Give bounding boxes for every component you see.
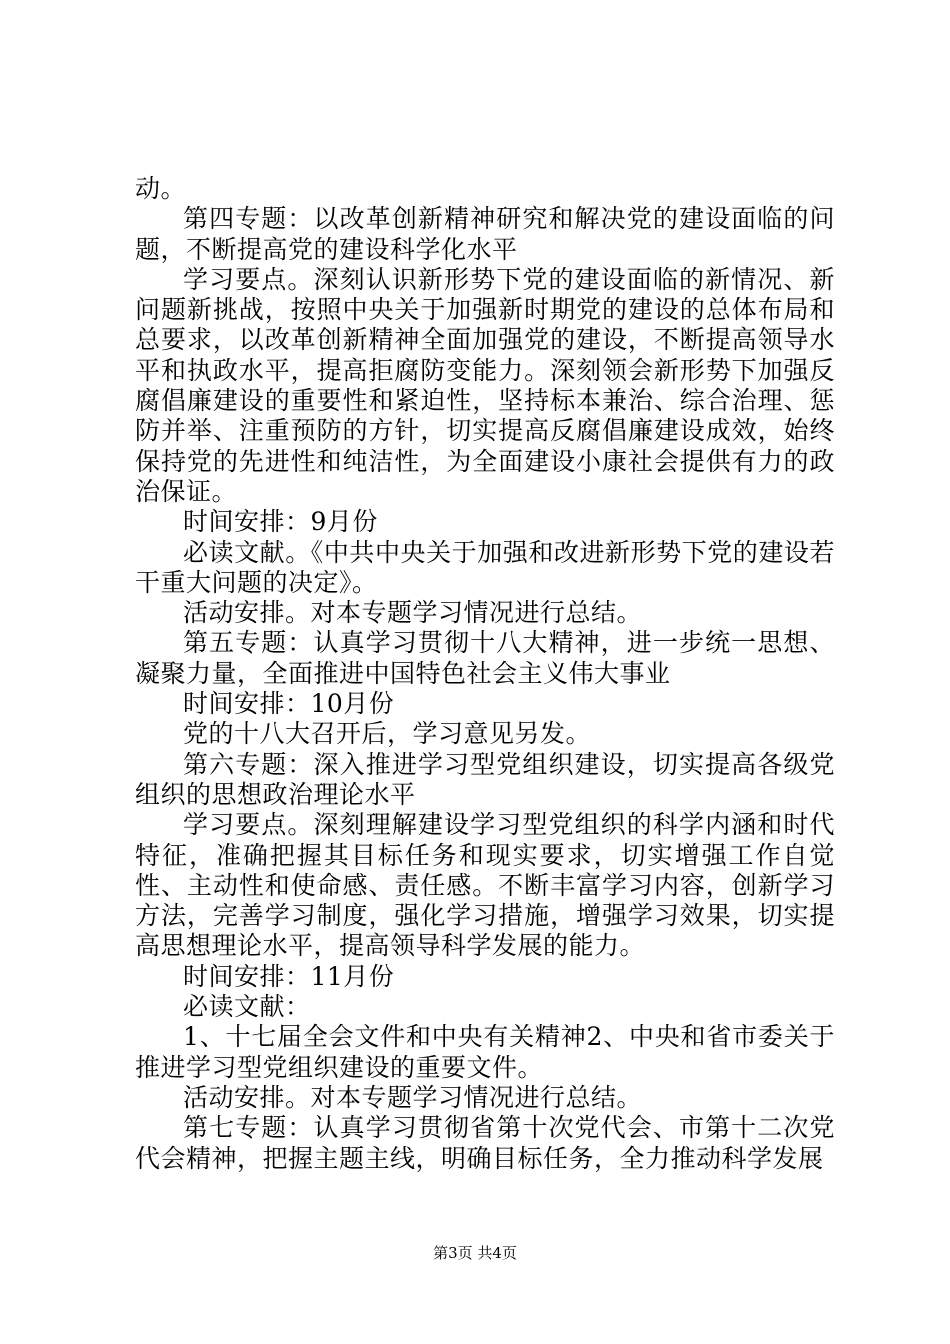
topic-6-heading: 第六专题：深入推进学习型党组织建设，切实提高各级党组织的思想政治理论水平 [135, 749, 835, 809]
topic-4-key-points: 学习要点。深刻认识新形势下党的建设面临的新情况、新问题新挑战，按照中央关于加强新时期党的建设的总体布局和总要求，以改革创新精神全面加强党的建设，不断提高领导水平和执政水平，提高拒腐防变能力。深刻领会新形势下加强反腐倡廉建设的重要性和紧迫性，坚持标本兼治、综合治理、惩防并举、注重预防的方针，切实提高反腐倡廉建设成效，始终保持党的先进性和纯洁性，为全面建设小康社会提供有力的政治保证。 [135, 264, 835, 506]
topic-4-schedule: 时间安排：9月份 [183, 507, 378, 537]
paragraph-continuation: 动。 [135, 174, 187, 203]
topic-7-heading: 第七专题：认真学习贯彻省第十次党代会、市第十二次党代会精神，把握主题主线，明确目标任务，全力推动科学发展 [135, 1113, 835, 1173]
topic-6-required-reading: 必读文献： [183, 992, 311, 1022]
topic-6-activity: 活动安排。对本专题学习情况进行总结。 [183, 1082, 643, 1112]
topic-6-schedule: 时间安排：11月份 [183, 961, 395, 991]
topic-4-heading: 第四专题：以改革创新精神研究和解决党的建设面临的问题，不断提高党的建设科学化水平 [135, 204, 835, 264]
topic-6-key-points: 学习要点。深刻理解建设学习型党组织的科学内涵和时代特征，准确把握其目标任务和现实要求，切实增强工作自觉性、主动性和使命感、责任感。不断丰富学习内容，创新学习方法，完善学习制度，强化学习措施，增强学习效果，切实提高思想理论水平，提高领导科学发展的能力。 [135, 810, 835, 961]
topic-5-note: 党的十八大召开后，学习意见另发。 [183, 719, 592, 749]
topic-5-heading: 第五专题：认真学习贯彻十八大精神，进一步统一思想、凝聚力量，全面推进中国特色社会主义伟大事业 [135, 628, 835, 688]
topic-5-schedule: 时间安排：10月份 [183, 689, 395, 719]
topic-6-reading-list: 1、十七届全会文件和中央有关精神2、中央和省市委关于推进学习型党组织建设的重要文件。 [135, 1022, 835, 1082]
topic-4-required-reading: 必读文献。《中共中央关于加强和改进新形势下党的建设若干重大问题的决定》。 [135, 537, 835, 597]
document-body [135, 174, 835, 1174]
topic-4-activity: 活动安排。对本专题学习情况进行总结。 [183, 598, 643, 628]
page-footer: 第3页 共4页 [433, 1244, 517, 1262]
